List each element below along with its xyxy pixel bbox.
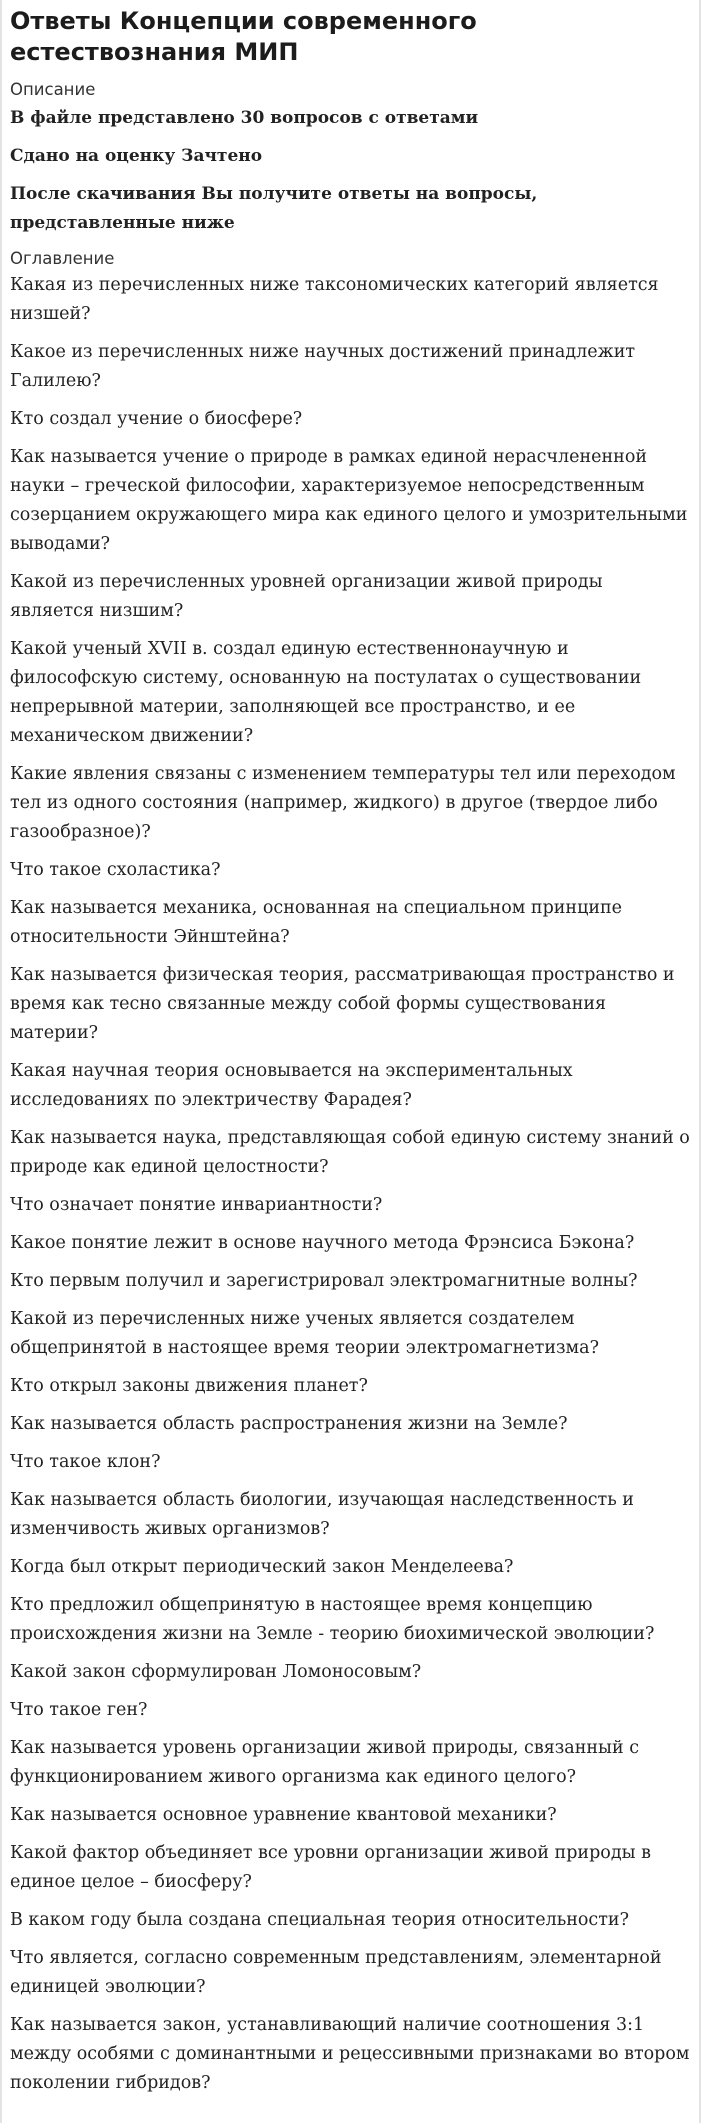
question-item: Какое из перечисленных ниже научных достижений принадлежит Галилею? (10, 342, 636, 391)
question-item: Как называется механика, основанная на специальном принципе относительности Эйнштейна? (10, 898, 623, 947)
toc-label: Оглавление (10, 249, 115, 268)
question-item: Как называется область распространения жизни на Земле? (10, 1414, 568, 1434)
question-item: Когда был открыт периодический закон Менделеева? (10, 1557, 514, 1577)
question-item: Что является, согласно современным представлениям, элементарной единицей эволюции? (10, 1948, 662, 1997)
question-item: Что такое ген? (10, 1700, 148, 1720)
question-item: Как называется область биологии, изучающая наследственность и изменчивость живых организмов? (10, 1490, 634, 1539)
info-question-count: В файле представлено 30 вопросов с ответами (10, 108, 479, 128)
description-label: Описание (10, 80, 96, 99)
question-item: Что такое схоластика? (10, 860, 221, 880)
question-item: Какой из перечисленных ниже ученых является создателем общепринятой в настоящее время теории электромагнетизма? (10, 1309, 599, 1358)
question-item: Кто предложил общепринятую в настоящее время концепцию происхождения жизни на Земле - теорию биохимической эволюции? (10, 1595, 655, 1644)
question-item: Какая научная теория основывается на экспериментальных исследованиях по электричеству Фарадея? (10, 1061, 573, 1110)
question-item: Какая из перечисленных ниже таксономических категорий является низшей? (10, 275, 659, 324)
question-item: Что такое клон? (10, 1452, 161, 1472)
info-grade: Сдано на оценку Зачтено (10, 146, 263, 166)
question-item: Как называется наука, представляющая собой единую систему знаний о природе как единой целостности? (10, 1128, 690, 1177)
question-item: Кто создал учение о биосфере? (10, 409, 303, 429)
question-item: Как называется учение о природе в рамках единой нерасчлененной науки – греческой философии, характеризуемое непосредственным созерцанием окружающего мира как единого целого и умозрительными выводами? (10, 447, 688, 554)
question-item: Какое понятие лежит в основе научного метода Фрэнсиса Бэкона? (10, 1233, 635, 1253)
question-item: Как называется уровень организации живой природы, связанный с функционированием живого организма как единого целого? (10, 1738, 639, 1787)
question-item: Что означает понятие инвариантности? (10, 1195, 383, 1215)
question-item: Какой из перечисленных уровней организации живой природы является низшим? (10, 572, 603, 621)
question-item: Какие явления связаны с изменением температуры тел или переходом тел из одного состояния (например, жидкого) в другое (твердое либо газообразное)? (10, 764, 676, 842)
question-item: Как называется основное уравнение квантовой механики? (10, 1805, 557, 1825)
question-item: Какой фактор объединяет все уровни организации живой природы в единое целое – биосферу? (10, 1843, 651, 1892)
question-item: Кто первым получил и зарегистрировал электромагнитные волны? (10, 1271, 638, 1291)
info-download-note: После скачивания Вы получите ответы на вопросы, представленные ниже (10, 184, 538, 233)
page-title: Ответы Концепции современного естествознания МИП (10, 7, 477, 66)
question-item: Как называется закон, устанавливающий наличие соотношения 3:1 между особями с доминантными и рецессивными признаками во втором поколении гибридов? (10, 2015, 690, 2093)
question-item: Какой ученый XVII в. создал единую естественнонаучную и философскую систему, основанную на постулатах о существовании непрерывной материи, заполняющей все пространство, и ее механическом движении? (10, 639, 642, 746)
question-list (10, 271, 691, 2098)
question-item: Какой закон сформулирован Ломоносовым? (10, 1662, 422, 1682)
question-item: Кто открыл законы движения планет? (10, 1376, 368, 1396)
question-item: В каком году была создана специальная теория относительности? (10, 1910, 629, 1930)
question-item: Как называется физическая теория, рассматривающая пространство и время как тесно связанные между собой формы существования материи? (10, 965, 675, 1043)
